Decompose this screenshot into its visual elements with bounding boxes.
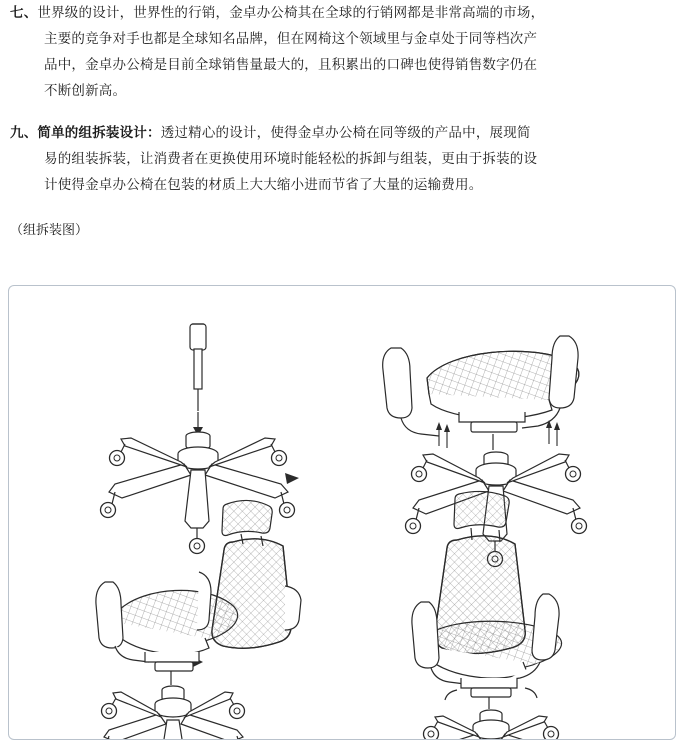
assembly-diagram-svg — [9, 286, 675, 739]
section-seven-number: 七、 — [10, 5, 38, 20]
assembly-diagram-figure — [8, 285, 676, 740]
section-nine-line-2: 易的组装拆装，让消费者在更换使用环境时能轻松的拆卸与组装，更由于拆装的设 — [44, 151, 538, 166]
section-nine-line-3: 计使得金卓办公椅在包装的材质上大大缩小进而节省了大量的运输费用。 — [44, 177, 483, 192]
section-nine-text-1: 透过精心的设计，使得金卓办公椅在同等级的产品中，展现简 — [160, 125, 531, 140]
section-seven-text-1: 世界级的设计，世界性的行销，金卓办公椅其在全球的行销网都是非常高端的市场， — [37, 5, 545, 20]
section-seven-line-2: 主要的竞争对手也都是全球知名品牌，但在网椅这个领域里与金卓处于同等档次产 — [44, 31, 538, 46]
section-seven-line-4: 不断创新高。 — [44, 83, 127, 98]
section-nine-heading: 简单的组拆装设计： — [37, 125, 161, 140]
section-nine-number: 九、 — [10, 125, 38, 140]
section-nine-line-1 — [10, 120, 667, 146]
section-nine — [0, 120, 685, 198]
figure-caption: （组拆装图） — [10, 222, 89, 237]
section-seven-line-3: 品中，金卓办公椅是目前全球销售量最大的，且积累出的口碑也使得销售数字仍在 — [44, 57, 538, 72]
section-spacer-1 — [0, 104, 685, 120]
panel-backrest — [96, 500, 301, 739]
section-seven-line-1 — [10, 0, 667, 26]
section-seven — [0, 0, 685, 104]
section-spacer-2 — [0, 198, 685, 218]
panel-seat — [383, 336, 587, 567]
